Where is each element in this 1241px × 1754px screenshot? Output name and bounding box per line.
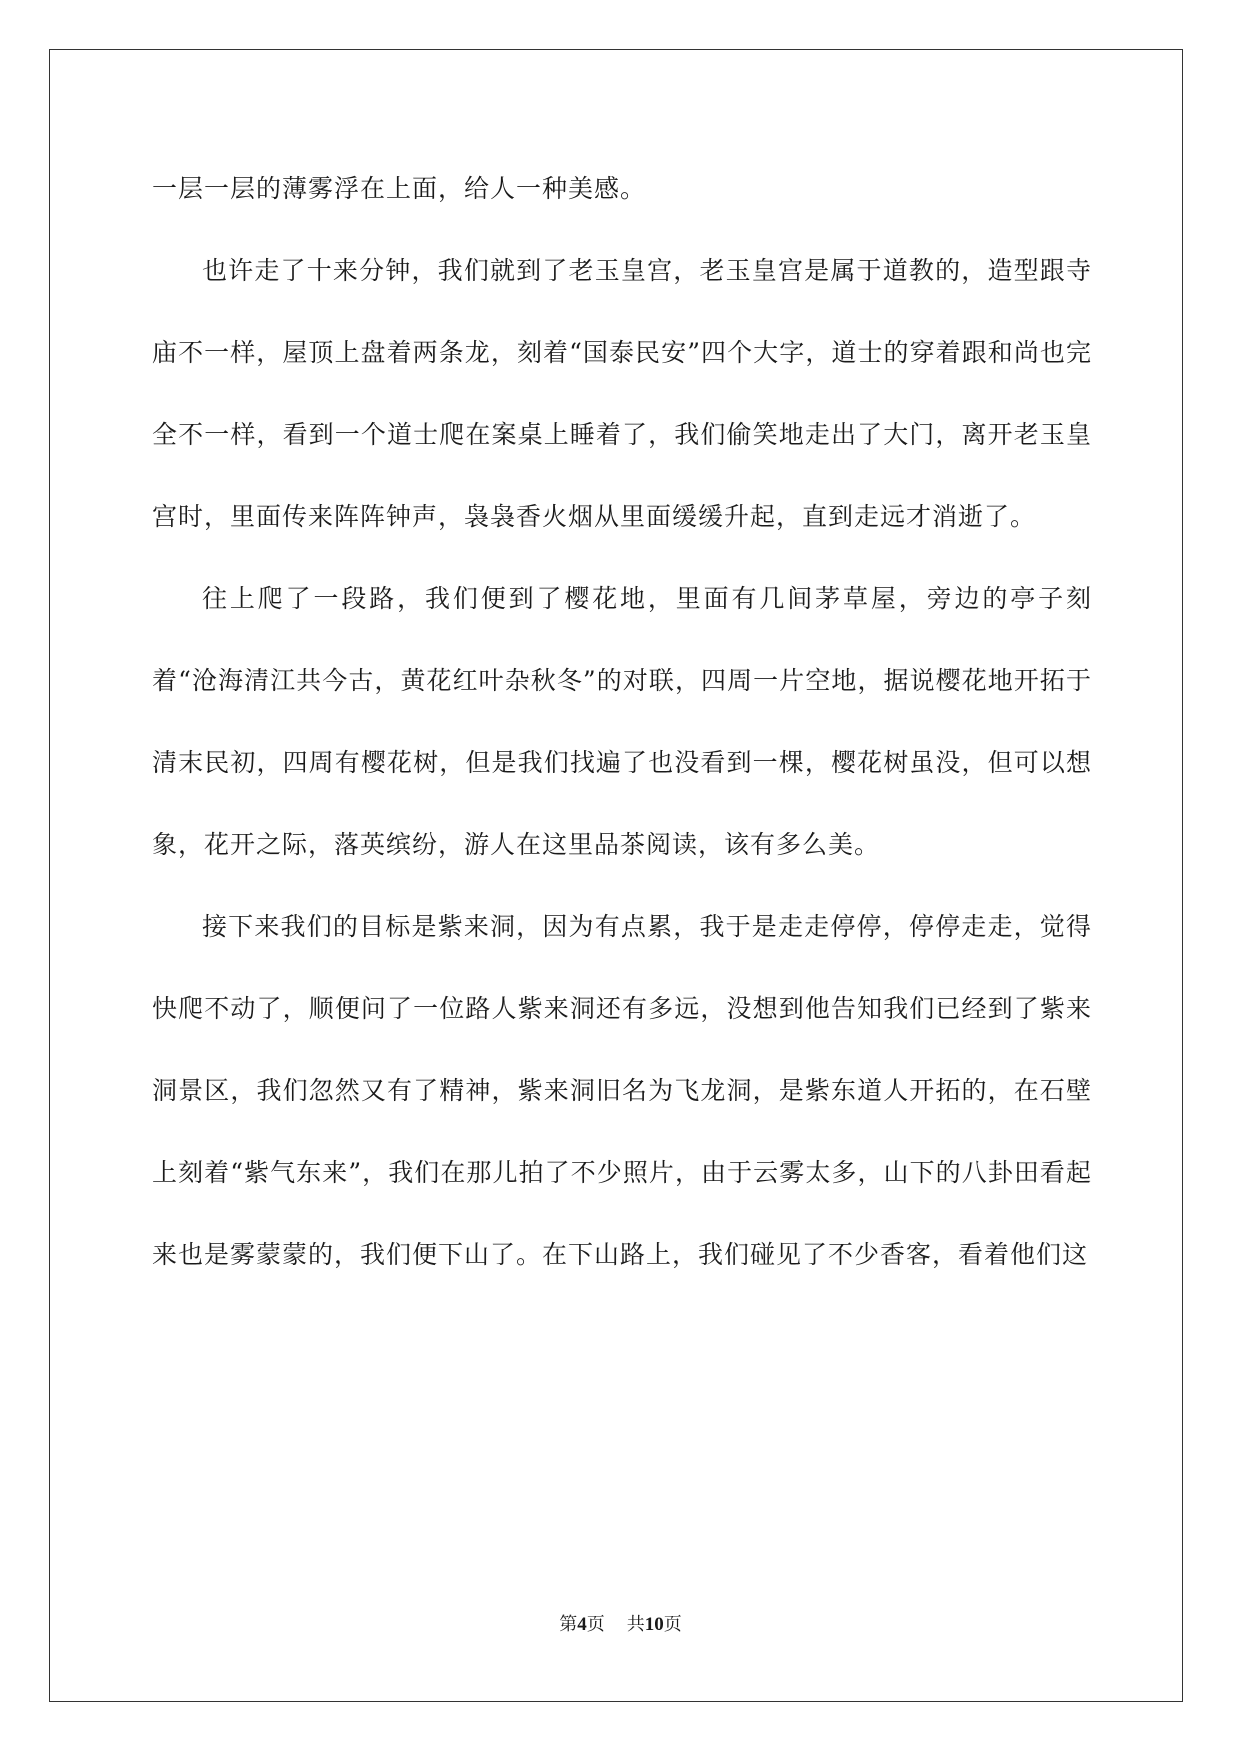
page-prefix: 第	[559, 1614, 578, 1635]
paragraph-zilai-cave: 接下来我们的目标是紫来洞，因为有点累，我于是走走停停，停停走走，觉得快爬不动了，顺便问了一位路人紫来洞还有多远，没想到他告知我们已经到了紫来洞景区，我们忽然又有了精神，紫来洞旧名为飞龙洞，是紫东道人开拓的，在石壁上刻着“紫气东来”，我们在那儿拍了不少照片，由于云雾太多，山下的八卦田看起来也是雾蒙蒙的，我们便下山了。在下山路上，我们碰见了不少香客，看着他们这	[152, 912, 1092, 1269]
page-footer	[0, 1614, 1241, 1636]
page-number: 4	[577, 1614, 587, 1635]
paragraph-continuation: 一层一层的薄雾浮在上面，给人一种美感。	[152, 174, 647, 203]
paragraph-cherry-blossom-field: 往上爬了一段路，我们便到了樱花地，里面有几间茅草屋，旁边的亭子刻着“沧海清江共今古，黄花红叶杂秋冬”的对联，四周一片空地，据说樱花地开拓于清末民初，四周有樱花树，但是我们找遍了也没看到一棵，樱花树虽没，但可以想象，花开之际，落英缤纷，游人在这里品茶阅读，该有多么美。	[152, 584, 1092, 859]
total-suffix: 页	[663, 1614, 682, 1635]
total-pages: 10	[644, 1614, 664, 1635]
paragraph-old-jade-emperor-palace: 也许走了十来分钟，我们就到了老玉皇宫，老玉皇宫是属于道教的，造型跟寺庙不一样，屋顶上盘着两条龙，刻着“国泰民安”四个大字，道士的穿着跟和尚也完全不一样，看到一个道士爬在案桌上睡着了，我们偷笑地走出了大门，离开老玉皇宫时，里面传来阵阵钟声，袅袅香火烟从里面缓缓升起，直到走远才消逝了。	[152, 256, 1092, 531]
total-prefix: 共	[626, 1614, 645, 1635]
page-suffix: 页	[586, 1614, 605, 1635]
document-body	[152, 148, 1092, 1296]
